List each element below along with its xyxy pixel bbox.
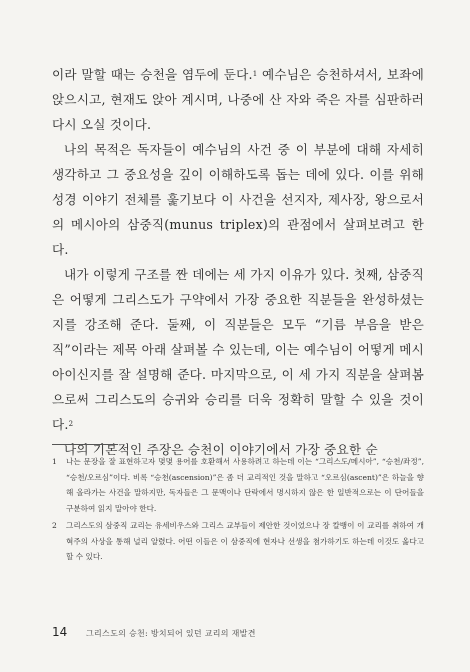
footnote-text: 나는 문장을 잘 표현하고자 몇몇 용어를 호환해서 사용하려고 하는데 이는 “그리스도/메시아”, “승천/좌정”, “승천/오르심”이다. 비록 “승천(ascension)”은 좀 더 교리적인 것을 말하고 “오르심(ascent)”은 하늘을 향해 올라가는 사건을 말하지만, 독자들은 그 문맥이나 단락에서 명시하지 않은 한 일반적으로는 이 단어들을 구분하여 읽지 말아야 한다. [66, 457, 424, 513]
paragraph-3-text: 내가 이렇게 구조를 짠 데에는 세 가지 이유가 있다. 첫째, 삼중직은 어떻게 그리스도가 구약에서 가장 중요한 직분들을 완성하셨는지를 강조해 준다. 둘째, 이 직분들은 모두 “기름 부음을 받은 직”이라는 제목 아래 살펴볼 수 있는데, 이는 예수님이 어떻게 메시아이신지를 잘 설명해 준다. 마지막으로, 이 세 가지 직분을 살펴봄으로써 그리스도의 승귀와 승리를 더욱 정확히 말할 수 있을 것이다. [52, 267, 424, 432]
footnote-number: 1 [52, 457, 57, 466]
footnote [52, 454, 424, 516]
footnote-text: 그리스도의 삼중직 교리는 유세비우스와 그리스 교부들이 제안한 것이었으나 장 칼뱅이 이 교리를 취하여 개혁주의 사상을 통해 널리 알렸다. 어떤 이들은 이 삼중직에 현자나 선생을 첨가하기도 하는데 이것도 옳다고 할 수 있다. [66, 521, 424, 561]
footnote-number: 2 [52, 521, 57, 530]
footnote-ref-1[interactable]: 1 [252, 70, 258, 78]
paragraph-2: 나의 목적은 독자들이 예수님의 사건 중 이 부분에 대해 자세히 생각하고 그 중요성을 깊이 이해하도록 돕는 데에 있다. 이를 위해 성경 이야기 전체를 훑기보다 이 사건을 선지자, 제사장, 왕으로서의 메시아의 삼중직(munus triplex)의 관점에서 살펴보려고 한다. [52, 142, 424, 257]
paragraph-1-rest: 예수님은 승천하셔서, 보좌에 앉으시고, 현재도 앉아 계시며, 나중에 산 자와 죽은 자를 심판하러 다시 오실 것이다. [52, 67, 424, 132]
paragraph-1-text: 이라 말할 때는 승천을 염두에 둔다. [52, 67, 253, 82]
footnotes [52, 454, 424, 567]
running-title: 그리스도의 승천: 방치되어 있던 교리의 재발견 [86, 629, 256, 638]
page-number: 14 [52, 625, 68, 639]
footnote [52, 518, 424, 565]
footnote-ref-2[interactable]: 2 [68, 420, 74, 428]
paragraph-3 [52, 262, 424, 437]
body-text [52, 62, 424, 462]
paragraph-1 [52, 62, 424, 137]
page-footer [52, 625, 256, 639]
footnote-divider [52, 444, 118, 445]
paragraph-4: 나의 기본적인 주장은 승천이 이야기에서 가장 중요한 순 [64, 442, 378, 457]
